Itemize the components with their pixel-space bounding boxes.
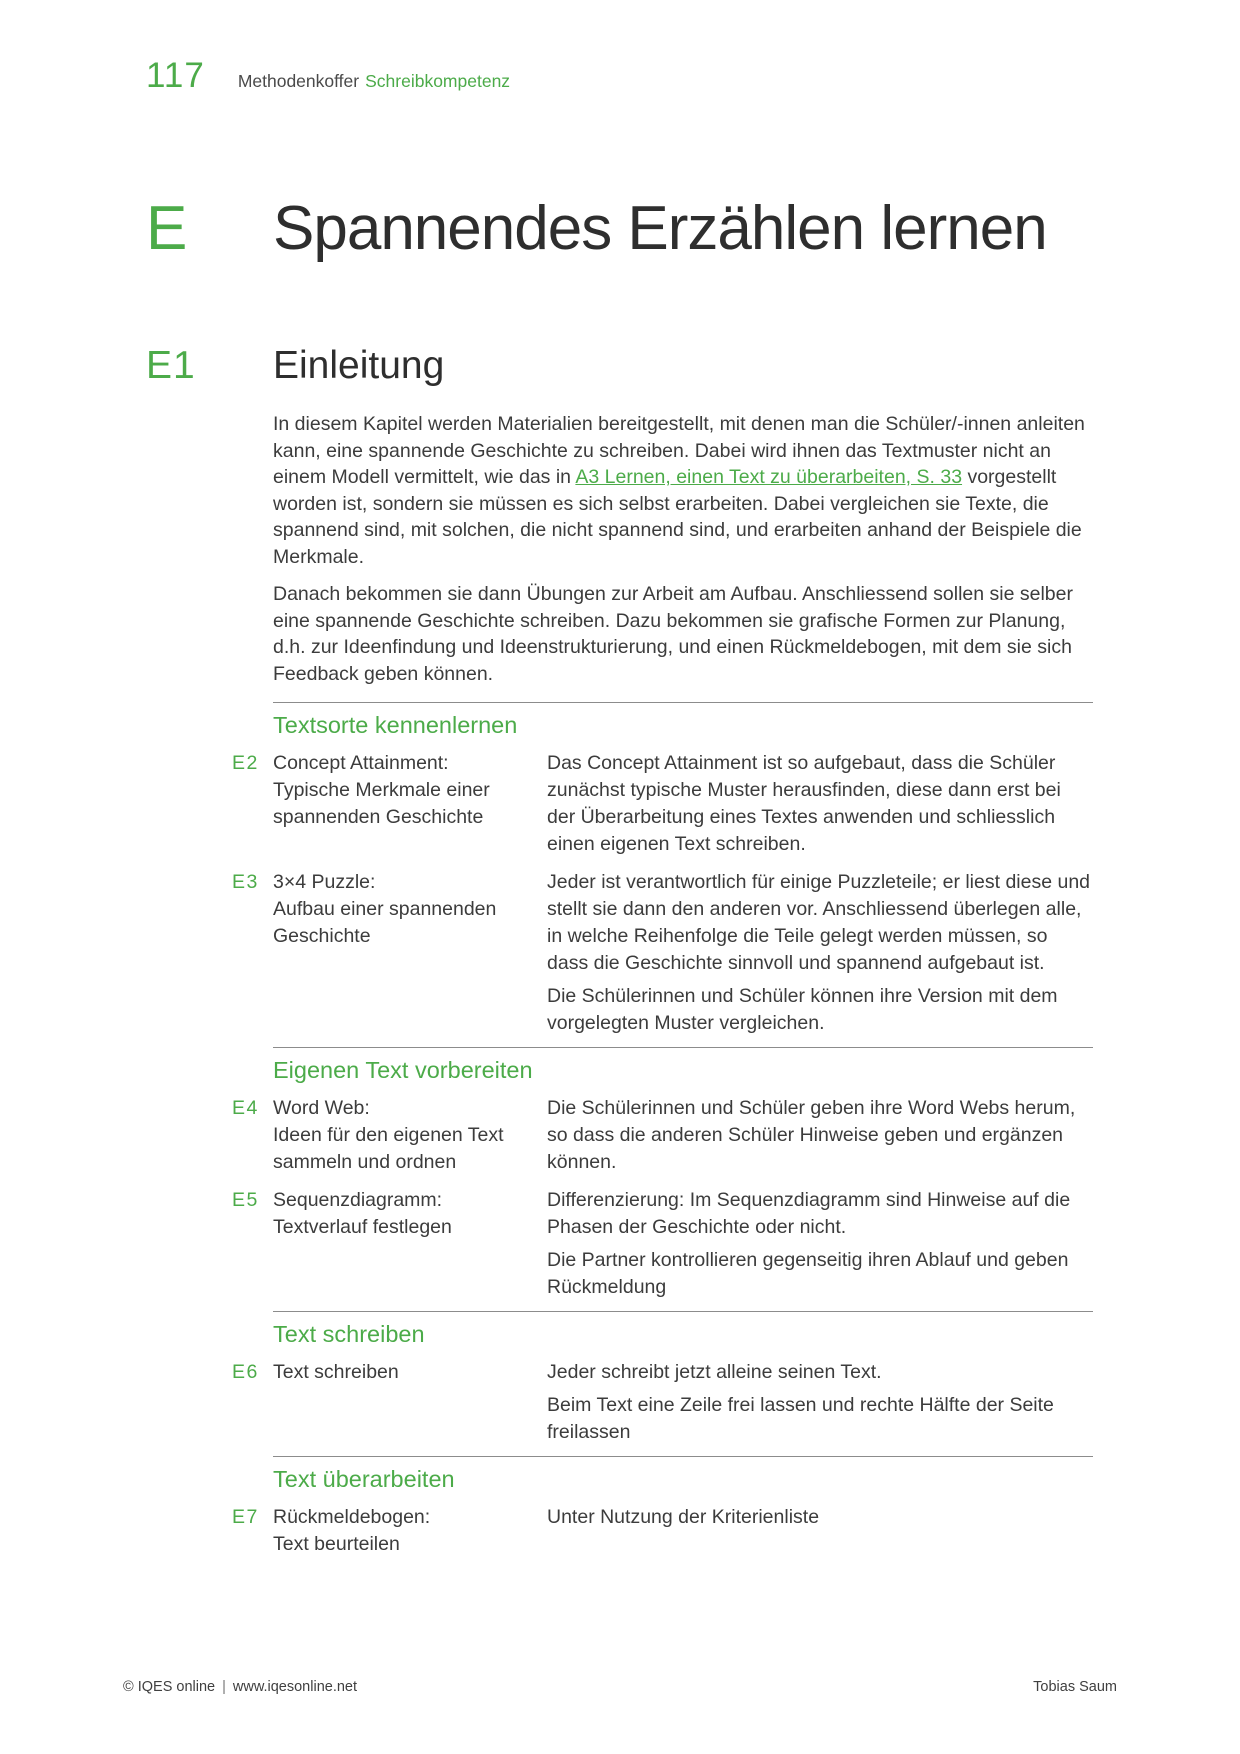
intro-paragraph-2: Danach bekommen sie dann Übungen zur Arbeit am Aufbau. Anschliessend sollen sie selber eine spannende Geschichte schreiben. Dazu bekommen sie grafische Formen zur Planung, d.h. zur Ideenfindung und Ideenstrukturierung, und einen Rückmeldebogen, mit dem sie sich Feedback geben können. (273, 583, 1073, 685)
method-description: Unter Nutzung der Kriterienliste (547, 1506, 820, 1528)
method-name: Word Web: (273, 1097, 370, 1119)
method-id: E7 (232, 1506, 259, 1528)
method-name: Sequenzdiagramm: (273, 1189, 443, 1211)
method-description: Beim Text eine Zeile frei lassen und rechte Hälfte der Seite freilassen (547, 1394, 1054, 1443)
section-heading: Textsorte kennenlernen (273, 712, 518, 738)
method-description-cell (547, 1187, 1093, 1301)
section-text-ueberarbeiten (146, 1456, 1093, 1558)
method-name-cell (273, 1359, 547, 1446)
section-textsorte-kennenlernen (146, 702, 1093, 1037)
method-row-e7 (146, 1504, 1093, 1558)
book-title: Methodenkoffer (237, 71, 360, 91)
method-row-e2 (146, 750, 1093, 858)
section-eigenen-text-vorbereiten (146, 1047, 1093, 1301)
page-header (146, 56, 510, 96)
section-divider (273, 1047, 1093, 1048)
method-description: Die Schülerinnen und Schüler können ihre Version mit dem vorgelegten Muster vergleichen. (547, 985, 1058, 1034)
author-credit: Tobias Saum (1033, 1679, 1117, 1695)
intro-label: E1 (146, 344, 196, 387)
method-id: E3 (232, 871, 259, 893)
method-description: Die Schülerinnen und Schüler geben ihre Word Webs herum, so dass die anderen Schüler Hinweise geben und ergänzen können. (547, 1097, 1076, 1173)
method-name-cell (273, 1504, 547, 1558)
method-description-cell (547, 869, 1093, 1037)
method-description-cell (547, 750, 1093, 858)
page-number: 117 (146, 56, 205, 95)
method-description-cell (547, 1359, 1093, 1446)
method-description: Differenzierung: Im Sequenzdiagramm sind Hinweise auf die Phasen der Geschichte oder nicht. (547, 1189, 1071, 1238)
method-row-e4 (146, 1095, 1093, 1176)
method-id: E6 (232, 1361, 259, 1383)
method-description: Das Concept Attainment ist so aufgebaut, dass die Schüler zunächst typische Muster herausfinden, diese dann erst bei der Überarbeitung eines Textes anwenden und schliesslich einen eigenen Text schreiben. (547, 752, 1061, 855)
method-name-cell (273, 869, 547, 1037)
site-url: www.iqesonline.net (232, 1679, 358, 1695)
section-heading: Text überarbeiten (273, 1466, 455, 1492)
method-name: Text schreiben (273, 1361, 399, 1383)
section-divider (273, 1311, 1093, 1312)
paragraph-text: vorgestellt worden ist, sondern sie müssen es sich selbst erarbeiten. Dabei vergleichen sie Texte, die spannend sind, mit solchen, die nicht spannend sind, und erarbeiten anhand der Beispiele die Merkmale. (273, 466, 1082, 568)
method-subtitle: Textverlauf festlegen (273, 1216, 452, 1238)
chapter-title: Spannendes Erzählen lernen (273, 194, 1047, 263)
method-id: E2 (232, 752, 259, 774)
book-subtitle: Schreibkompetenz (365, 71, 511, 91)
method-subtitle: Typische Merkmale einer spannenden Geschichte (273, 779, 490, 828)
section-heading: Text schreiben (273, 1321, 425, 1347)
section-divider (273, 702, 1093, 703)
intro-heading-row (146, 346, 444, 387)
method-subtitle: Ideen für den eigenen Text sammeln und ordnen (273, 1124, 504, 1173)
method-name: 3×4 Puzzle: (273, 871, 376, 893)
method-id: E4 (232, 1097, 259, 1119)
method-row-e3 (146, 869, 1093, 1037)
method-description-cell (547, 1504, 1093, 1558)
intro-heading: Einleitung (273, 344, 445, 387)
section-heading: Eigenen Text vorbereiten (273, 1057, 533, 1083)
method-subtitle: Aufbau einer spannenden Geschichte (273, 898, 497, 947)
method-description: Jeder ist verantwortlich für einige Puzzleteile; er liest diese und stellt sie dann den anderen vor. Anschliessend überlegen alle, in welche Reihenfolge die Teile gelegt werden müssen, so dass die Geschichte sinnvoll und spannend aufgebaut ist. (547, 871, 1091, 974)
method-row-e6 (146, 1359, 1093, 1446)
breadcrumb (238, 71, 510, 92)
method-name-cell (273, 1187, 547, 1301)
method-row-e5 (146, 1187, 1093, 1301)
footer-left (123, 1679, 357, 1695)
chapter-title-row (146, 194, 1047, 263)
method-name: Concept Attainment: (273, 752, 449, 774)
paragraph-text: In diesem Kapitel werden Materialien bereitgestellt, mit denen man die Schüler/-innen anleiten kann, eine spannende Geschichte zu schreiben. Dabei wird ihnen das Textmuster nicht an einem Modell vermittelt, wie das in (273, 413, 1085, 488)
section-text-schreiben (146, 1311, 1093, 1446)
cross-reference-link[interactable]: A3 Lernen, einen Text zu überarbeiten, S. 33 (575, 466, 963, 488)
method-name-cell (273, 1095, 547, 1176)
intro-copy (273, 411, 1093, 698)
method-name-cell (273, 750, 547, 858)
method-id: E5 (232, 1189, 259, 1211)
method-name: Rückmeldebogen: (273, 1506, 431, 1528)
copyright: © IQES online (123, 1679, 216, 1695)
chapter-label: E (146, 194, 188, 263)
method-description: Die Partner kontrollieren gegenseitig ihren Ablauf und geben Rückmeldung (547, 1249, 1069, 1298)
page-footer (123, 1679, 1117, 1695)
methods-table (146, 702, 1093, 1558)
method-description: Jeder schreibt jetzt alleine seinen Text. (547, 1361, 882, 1383)
method-subtitle: Text beurteilen (273, 1533, 400, 1555)
intro-paragraph-1 (273, 411, 1093, 570)
footer-separator: | (222, 1679, 226, 1695)
method-description-cell (547, 1095, 1093, 1176)
section-divider (273, 1456, 1093, 1457)
